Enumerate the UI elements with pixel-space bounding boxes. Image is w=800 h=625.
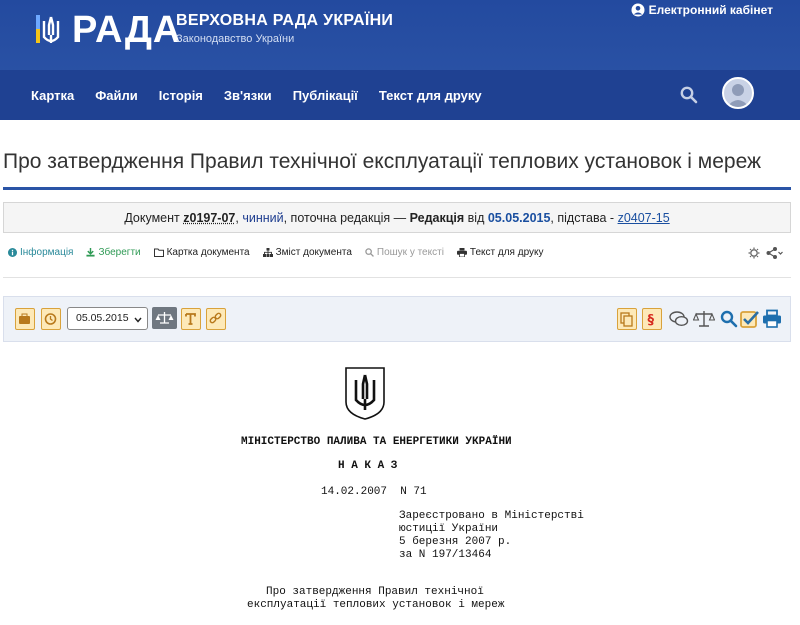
history-icon [42, 309, 59, 328]
tab-contents-label: Зміст документа [275, 247, 352, 258]
document-tabs [8, 247, 557, 258]
document-status-bar [3, 202, 791, 233]
link-button[interactable] [206, 308, 226, 330]
edition-date-select[interactable] [67, 307, 148, 330]
search-icon[interactable] [680, 86, 698, 104]
nav-item-print-text[interactable]: Текст для друку [378, 88, 482, 103]
document-toolbar [3, 296, 791, 342]
doc-sep: , [235, 211, 243, 225]
doc-registration-1: Зареєстровано в Міністерстві [399, 510, 584, 522]
user-circle-icon [631, 3, 645, 17]
nav-item-publications[interactable]: Публікації [292, 88, 358, 103]
tab-info[interactable] [8, 247, 73, 258]
comments-icon[interactable] [669, 310, 689, 328]
doc-registration-2: юстиції України [399, 523, 499, 535]
right-tools [748, 247, 784, 259]
svg-text:§: § [647, 313, 654, 328]
chevron-down-icon [134, 317, 142, 323]
cabinet-link[interactable] [631, 3, 773, 17]
balance-scale-icon [152, 307, 177, 329]
basis-label: , підстава - [550, 211, 618, 225]
tab-info-label: Інформація [20, 247, 74, 258]
check-square-icon[interactable] [740, 309, 760, 329]
doc-date-number: 14.02.2007 N 71 [321, 486, 427, 498]
tab-save-label: Зберегти [98, 247, 141, 258]
sitemap-icon [263, 248, 273, 257]
link-icon [207, 309, 224, 328]
tab-card-label: Картка документа [166, 247, 250, 258]
coat-of-arms-icon [344, 366, 386, 421]
nav-item-card[interactable]: Картка [31, 88, 75, 103]
share-icon[interactable] [766, 247, 784, 259]
tab-print-label: Текст для друку [469, 247, 544, 258]
download-icon [86, 248, 95, 257]
org-subtitle: Законодавство України [176, 33, 295, 45]
tab-save[interactable] [86, 247, 140, 258]
nav-item-links[interactable]: Зв'язки [223, 88, 272, 103]
org-name-block [176, 12, 393, 45]
doc-status[interactable]: чинний [242, 211, 284, 225]
print-icon[interactable] [762, 309, 782, 329]
documents-button[interactable] [617, 308, 637, 330]
balance-scale-icon[interactable] [693, 309, 715, 329]
avatar[interactable] [722, 77, 754, 109]
tab-print[interactable] [457, 247, 544, 258]
briefcase-icon [16, 309, 33, 328]
doc-subject-1: Про затвердження Правил технічної [266, 586, 484, 598]
tabs-divider [3, 277, 791, 278]
header-top [0, 0, 800, 70]
doc-prefix: Документ [124, 211, 184, 225]
folder-icon [154, 248, 164, 257]
documents-icon [618, 309, 635, 328]
org-title: ВЕРХОВНА РАДА УКРАЇНИ [176, 12, 394, 29]
history-button[interactable] [41, 308, 61, 330]
doc-code[interactable]: z0197-07 [183, 211, 236, 225]
doc-registration-4: за N 197/13464 [399, 549, 492, 561]
trident-logo-icon [34, 13, 68, 47]
user-avatar-icon [724, 79, 752, 107]
doc-registration-3: 5 березня 2007 р. [399, 536, 512, 548]
tab-search[interactable] [365, 247, 444, 258]
nav-items [31, 88, 503, 103]
doc-ministry: МІНІСТЕРСТВО ПАЛИВА ТА ЕНЕРГЕТИКИ УКРАЇНИ [241, 436, 512, 448]
print-icon [457, 248, 467, 257]
edition-label: Редакція [409, 211, 465, 225]
text-format-button[interactable] [181, 308, 201, 330]
page-title: Про затвердження Правил технічної експлуатації теплових установок і мереж [3, 150, 762, 173]
title-divider [3, 187, 791, 190]
nav-item-history[interactable]: Історія [158, 88, 203, 103]
tab-card[interactable] [154, 247, 250, 258]
info-icon [8, 248, 17, 257]
compare-button[interactable] [152, 307, 177, 329]
doc-order-title: Н А К А З [338, 460, 398, 472]
tab-search-label: Пошук у тексті [376, 247, 444, 258]
tab-contents[interactable] [263, 247, 352, 258]
basis-link[interactable]: z0407-15 [617, 211, 670, 225]
edition-date: 05.05.2015 [487, 211, 551, 225]
search-icon [365, 248, 374, 257]
section-sign-icon [643, 309, 660, 328]
logo-wordmark: РАДА [72, 9, 182, 51]
settings-icon[interactable] [748, 247, 760, 259]
edition-date-value: 05.05.2015 [76, 312, 129, 324]
text-icon [182, 309, 199, 328]
briefcase-button[interactable] [15, 308, 35, 330]
site-logo[interactable] [34, 9, 182, 51]
doc-from: від [464, 211, 488, 225]
paragraph-button[interactable] [642, 308, 662, 330]
nav-item-files[interactable]: Файли [95, 88, 138, 103]
search-icon[interactable] [720, 310, 738, 328]
cabinet-label: Електронний кабінет [648, 3, 773, 17]
doc-mid: , поточна редакція — [283, 211, 410, 225]
doc-subject-2: експлуатації теплових установок і мереж [247, 599, 505, 611]
